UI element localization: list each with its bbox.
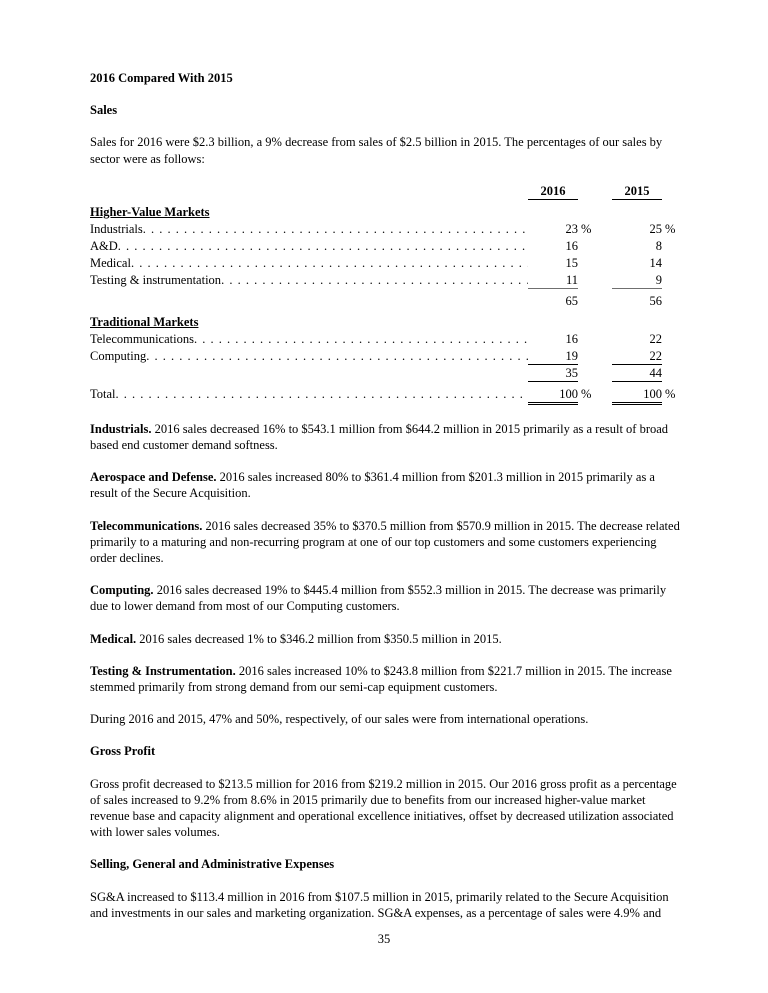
row-label: Computing <box>90 348 147 363</box>
value-2015: 25 <box>649 221 662 236</box>
paragraph-lead: Testing & Instrumentation. <box>90 663 236 678</box>
table-section-row <box>90 204 681 221</box>
table-row-telecommunications <box>90 331 681 348</box>
heading-gross-profit: Gross Profit <box>90 744 156 759</box>
row-label: A&D <box>90 238 118 253</box>
dot-leader <box>131 255 528 271</box>
paragraph-aerospace-defense <box>90 469 681 501</box>
dot-leader <box>118 238 528 254</box>
paragraph-lead: Medical. <box>90 631 137 646</box>
table-row-a-and-d <box>90 238 681 255</box>
paragraph-text: 2016 sales decreased 19% to $445.4 million from $552.3 million in 2015. The decrease was primarily due to lower demand from most of our Computing customers. <box>90 583 667 614</box>
table-header-row <box>90 183 681 200</box>
dot-leader <box>146 348 528 364</box>
paragraph-computing <box>90 582 681 614</box>
table-row-medical <box>90 255 681 272</box>
value-2016: 23 <box>565 221 578 236</box>
value-2016: 15 <box>565 255 578 270</box>
value-2015: 22 <box>612 348 662 365</box>
subtotal-2016: 65 <box>565 293 578 308</box>
paragraph-gross-profit: Gross profit decreased to $213.5 million for 2016 from $219.2 million in 2015. Our 2016 gross profit as a percentage of sales increased to 9.2% from 8.6% in 2015 primarily due to benefits from our increased higher-value market revenue base and capacity alignment and operational excellence initiatives, offset by decreased utilization associated with lower sales volumes. <box>90 776 677 840</box>
paragraph-lead: Telecommunications. <box>90 518 203 533</box>
table-section-row <box>90 314 681 331</box>
row-label: Testing & instrumentation <box>90 272 222 287</box>
paragraph-text: 2016 sales increased 10% to $243.8 million from $221.7 million in 2015. The increase stemmed primarily from strong demand from our semi-cap equipment customers. <box>90 663 672 695</box>
pct-sign: % <box>665 386 676 401</box>
pct-sign: % <box>581 221 592 236</box>
dot-leader <box>116 386 528 402</box>
row-label: Medical <box>90 255 131 270</box>
paragraph-text: 2016 sales decreased 1% to $346.2 million from $350.5 million in 2015. <box>136 631 502 646</box>
total-2016: 100 <box>528 386 578 405</box>
column-header-2015: 2015 <box>612 183 662 200</box>
subtotal-2015: 56 <box>649 293 662 308</box>
table-total-row <box>90 386 681 403</box>
section-heading-2016-compared-with-2015: 2016 Compared With 2015 <box>90 71 233 85</box>
paragraph-sga: SG&A increased to $113.4 million in 2016 from $107.5 million in 2015, primarily related to the Secure Acquisition and investments in our sales and marketing organization. SG&A expenses, as a percentage of sales were 4.9% and <box>90 889 669 920</box>
heading-sales: Sales <box>90 103 118 118</box>
total-2015: 100 <box>612 386 662 405</box>
table-subtotal-traditional <box>90 365 681 382</box>
dot-leader <box>221 272 528 288</box>
table-row-computing <box>90 348 681 365</box>
table-row-testing-instrumentation <box>90 272 681 289</box>
paragraph-international-operations: During 2016 and 2015, 47% and 50%, respectively, of our sales were from international operations. <box>90 712 589 727</box>
value-2015: 22 <box>649 331 662 346</box>
value-2015: 8 <box>655 238 662 253</box>
row-label: Industrials <box>90 221 143 236</box>
paragraph-medical <box>90 631 681 647</box>
table-subtotal-higher-value <box>90 293 681 310</box>
section-label-higher-value-markets: Higher-Value Markets <box>90 204 210 219</box>
paragraph-lead: Aerospace and Defense. <box>90 470 217 485</box>
pct-sign: % <box>581 386 592 401</box>
column-header-2016: 2016 <box>528 183 578 200</box>
row-label: Total <box>90 386 116 401</box>
subtotal-2016: 35 <box>528 365 578 382</box>
value-2016: 19 <box>528 348 578 365</box>
heading-sga: Selling, General and Administrative Expenses <box>90 857 335 872</box>
paragraph-industrials <box>90 421 681 453</box>
value-2015: 14 <box>649 255 662 270</box>
page-number: 35 <box>377 931 391 946</box>
paragraph-testing-instrumentation <box>90 663 681 695</box>
intro-paragraph: Sales for 2016 were $2.3 billion, a 9% decrease from sales of $2.5 billion in 2015. The percentages of our sales by sector were as follows: <box>90 135 663 166</box>
sales-by-sector-table <box>90 183 681 403</box>
pct-sign: % <box>665 221 676 236</box>
table-row-industrials <box>90 221 681 238</box>
value-2016: 16 <box>565 238 578 253</box>
row-label: Telecommunications <box>90 331 194 346</box>
paragraph-text: 2016 sales decreased 35% to $370.5 million from $570.9 million in 2015. The decrease related primarily to a maturing and non-recurring program at one of our top customers and some customers experiencing order declines. <box>90 518 680 566</box>
subtotal-2015: 44 <box>612 365 662 382</box>
dot-leader <box>143 221 528 237</box>
value-2016: 16 <box>565 331 578 346</box>
paragraph-text: 2016 sales decreased 16% to $543.1 million from $644.2 million in 2015 primarily as a result of broad based end customer demand softness. <box>90 421 669 453</box>
value-2016: 11 <box>528 272 578 289</box>
paragraph-lead: Industrials. <box>90 421 152 436</box>
paragraph-telecommunications <box>90 518 681 567</box>
dot-leader <box>194 331 528 347</box>
value-2015: 9 <box>612 272 662 289</box>
paragraph-lead: Computing. <box>90 583 154 598</box>
paragraph-text: 2016 sales increased 80% to $361.4 million from $201.3 million in 2015 primarily as a result of the Secure Acquisition. <box>90 470 655 501</box>
section-label-traditional-markets: Traditional Markets <box>90 314 199 329</box>
